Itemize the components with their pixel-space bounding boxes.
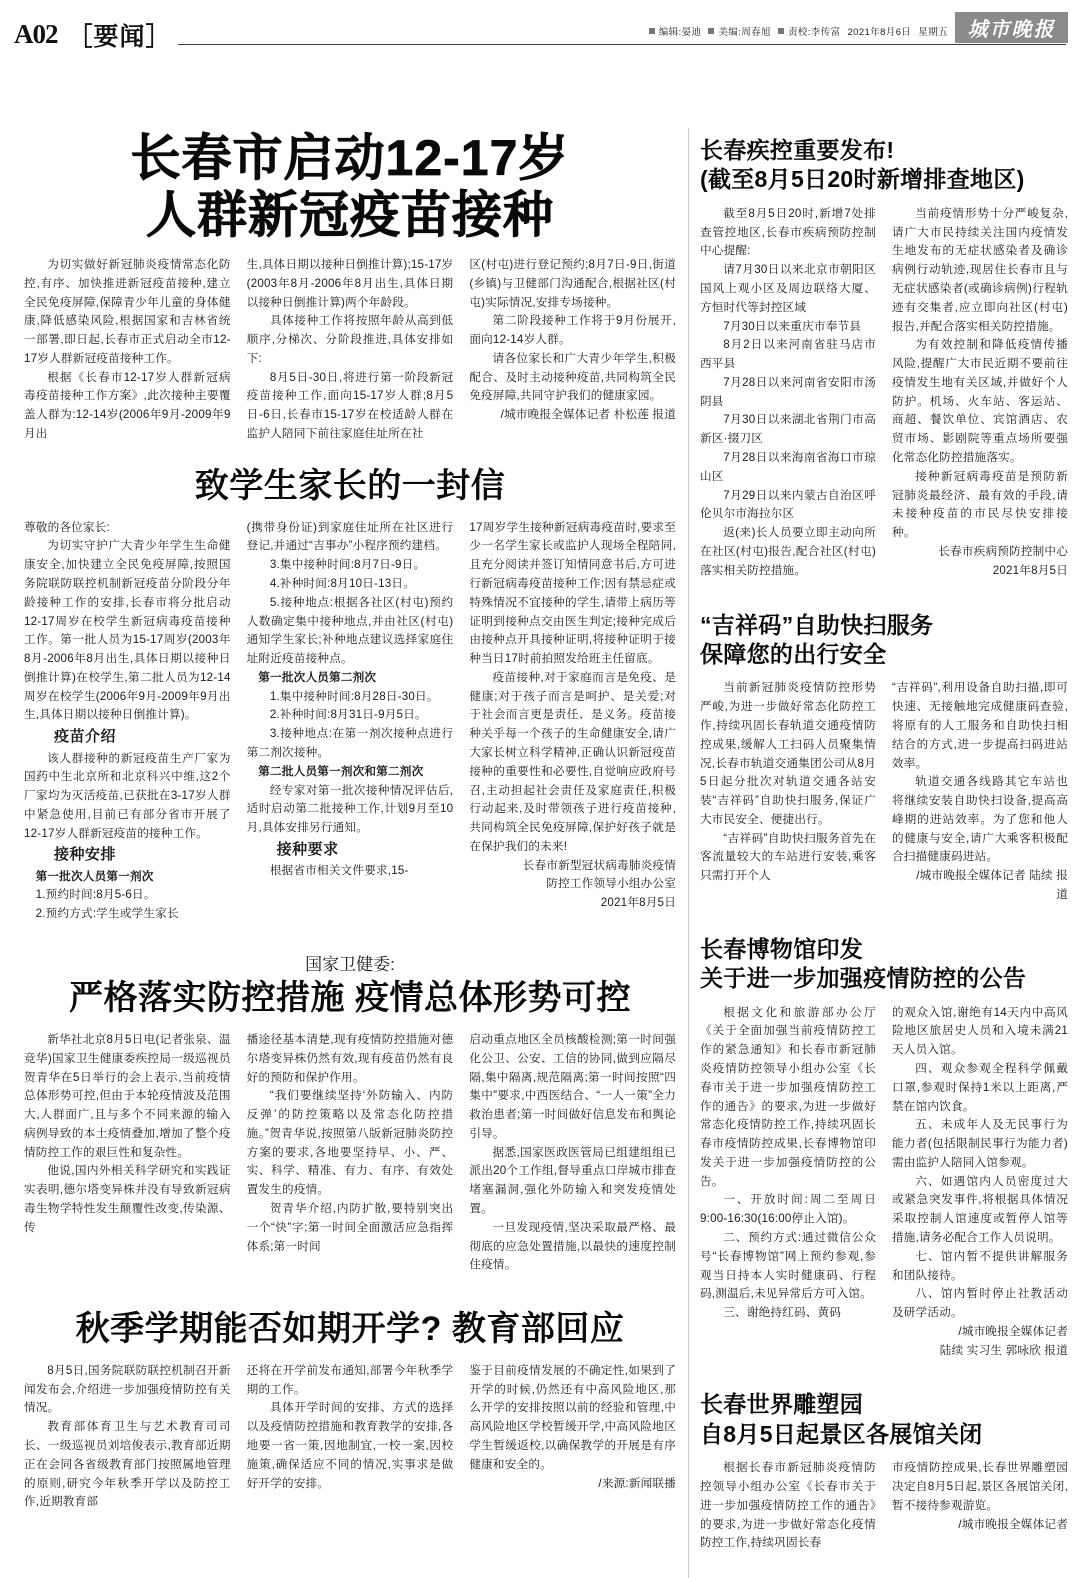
masthead-credits	[649, 24, 948, 38]
nhc-body	[24, 1031, 676, 1275]
cdc-headline-line1: 长春疾控重要发布!	[700, 137, 895, 163]
paragraph: 根据省市相关文件要求,15-	[269, 864, 409, 878]
sculpture-byline: /城市晚报全媒体记者	[958, 1517, 1068, 1531]
museum-rule-item: 八、馆内暂时停止社教活动及研学活动。	[892, 1287, 1068, 1320]
vaccine-col-3	[469, 256, 676, 444]
letter-subhead-vaccine-intro: 疫苗介绍	[54, 728, 117, 746]
paragraph: 接种新冠病毒疫苗是预防新冠肺炎最经济、最有效的手段,请未接种疫苗的市民尽快安排接种。	[892, 469, 1068, 540]
left-zone	[24, 120, 676, 1526]
letter-item: 1.集中接种时间:8月28日-30日。	[269, 689, 439, 703]
nhc-headline: 严格落实防控措施 疫情总体形势可控	[69, 979, 631, 1018]
museum-byline-2: 陆续 实习生 郭咏欣 报道	[939, 1343, 1068, 1357]
bullet-square-icon	[778, 28, 784, 34]
letter-item: 2.补种时间:8月31日-9月5日。	[269, 708, 427, 722]
vaccine-body	[24, 256, 676, 444]
letter-item: 3.集中接种时间:8月7日-9日。	[269, 558, 426, 572]
paragraph: 8月5日,国务院联防联控机制召开新闻发布会,介绍进一步加强疫情防控有关情况。	[24, 1363, 231, 1415]
letter-item: 2.预约方式:学生或学生家长	[35, 907, 179, 921]
section-tag: ［要闻］	[67, 23, 172, 51]
credit-editor-label: 编辑:晏迪	[658, 27, 702, 38]
museum-headline-line1: 长春博物馆印发	[700, 935, 864, 962]
paragraph: 新华社北京8月5日电(记者张泉、温竞华)国家卫生健康委疾控局一级巡视员贺青华在5日举行的会上表示,当前疫情总体形势可控,但由于本轮疫情波及范围大,人群面广,且与多个不同来源的输入病例导致的本土疫情叠加,增加了整个疫情防控工作的艰巨性和复杂性。	[24, 1032, 231, 1159]
cdc-col-1	[700, 205, 876, 581]
jixiangma-headline-line1: “吉祥码”自助快扫服务	[700, 611, 934, 638]
sculpture-col-1	[700, 1459, 876, 1553]
vaccine-col-2	[247, 256, 454, 444]
paragraph: 截至8月5日20时,新增7处排查管控地区,长春市疾病预防控制中心提醒:	[700, 206, 876, 258]
museum-rule-item: 二、预约方式:通过微信公众号“长春博物馆”网上预约参观,参观当日持本人实时健康码、行程码,测温后,未见异常后方可入馆。	[700, 1231, 876, 1301]
letter-col-1	[24, 519, 231, 924]
museum-headline-wrap	[700, 919, 1068, 1004]
museum-col-2	[892, 1004, 1068, 1361]
masthead-weekday: 星期五	[918, 27, 948, 38]
museum-rule-item: 六、如遇馆内人员密度过大或紧急突发事件,将根据具体情况采取控制人馆速度或暂停人馆等措施,请务必配合工作人员说明。	[892, 1174, 1068, 1244]
museum-headline-line2: 关于进一步加强疫情防控的公告	[700, 965, 1027, 992]
paragraph: 根据《长春市12-17岁人群新冠病毒疫苗接种工作方案》,此次接种主要覆盖人群为:12-14岁(2006年9月-2009年9月出	[24, 370, 231, 441]
paragraph: 一旦发现疫情,坚决采取最严格、最彻底的应急处置措施,以最快的速度控制住疫情。	[469, 1220, 677, 1272]
credit-proofreader-label: 责校:李传富	[787, 27, 841, 38]
masthead-date: 2021年8月6日	[847, 27, 912, 38]
cdc-headline-line2: (截至8月5日20时新增排查地区)	[700, 166, 1025, 193]
paragraph: 8月5日-30日,将进行第一阶段新冠疫苗接种工作,面向15-17岁人群;8月5日-6日,长春市15-17岁在校适龄人群在监护人陪同下前往家庭住址所在社	[246, 370, 454, 441]
cdc-body	[700, 205, 1068, 581]
school-col-3	[469, 1362, 676, 1512]
cdc-region-item: 请7月30日以来北京市朝阳区国风上观小区及周边联络大厦、方恒时代等封控区域	[700, 263, 876, 314]
paragraph: “我们要继续坚持‘外防输入、内防反弹’的防控策略以及常态化防控措施。”贺青华说,按照第八版新冠肺炎防控方案的要求,各地要坚持早、小、严、实、科学、精准、有力、有序、有效处置发生的疫情。	[246, 1089, 454, 1197]
paragraph: 的观众入馆,谢绝有14天内中高风险地区旅居史人员和入境未满21天人员入馆。	[892, 1005, 1068, 1057]
paragraph: 经专家对第一批次接种情况评估后,适时启动第二批接种工作,计划9月至10月,具体安排另行通知。	[246, 783, 454, 835]
paragraph: 请各位家长和广大青少年学生,积极配合、及时主动接种疫苗,共同构筑全民免疫屏障,共同守护我们的健康家园。	[469, 351, 677, 403]
article-cdc-notice	[700, 120, 1068, 581]
vaccine-col-1	[24, 256, 231, 444]
letter-item: 5.接种地点:根据各社区(村屯)预约人数确定集中接种地点,并由社区(村屯)通知学生家长;补种地点建议选择家庭住址附近疫苗接种点。	[246, 595, 454, 666]
article-museum	[700, 919, 1068, 1361]
paragraph: 当前疫情形势十分严峻复杂,请广大市民持续关注国内疫情发生地发布的无症状感染者及确诊病例行动轨迹,现居住长春市且与无症状感染者(或确诊病例)行程轨迹有交集者,应立即向社区(村屯)报告,并配合落实相关防控措施。	[892, 206, 1068, 333]
cdc-region-item: 7月29日以来内蒙古自治区呼伦贝尔市海拉尔区	[700, 488, 876, 521]
paragraph: 为切实守护广大青少年学生生命健康安全,加快建立全民免疫屏障,按照国务院联防联控机制新冠疫苗分阶段分年龄接种工作的安排,长春市将分批启动12-17周岁在校学生新冠病毒疫苗接种工作。第一批人员为15-17周岁(2003年8月-2006年8月出生,具体日期以接种日倒推计算)在校学生,第二批人员为12-14周岁在校学生(2006年9月-2009年9月出生,具体日期以接种日倒推计算)。	[24, 539, 231, 722]
cdc-region-item: 8月2日以来河南省驻马店市西平县	[700, 338, 876, 371]
letter-signature-org1: 长春市新型冠状病毒肺炎疫情	[522, 858, 677, 872]
credit-designer-label: 美编:周春旭	[718, 27, 771, 38]
cdc-region-item: 7月30日以来湖北省荆门市高新区·掇刀区	[700, 413, 876, 446]
nhc-kicker: 国家卫健委:	[305, 955, 395, 975]
paragraph: 贺青华介绍,内防扩散,要特别突出一个“快”字;第一时间全面激活应急指挥体系;第一时间	[246, 1201, 454, 1253]
paragraph: 启动重点地区全员核酸检测;第一时间强化公卫、公安、工信的协同,做到应隔尽隔,集中隔离,规范隔离;第一时间按照“四集中”要求,中西医结合、“一人一策”全力救治患者;第一时间做好信息发布和舆论引导。	[469, 1032, 677, 1140]
letter-item-heading: 第一批次人员第一剂次	[35, 869, 154, 883]
cdc-col-2	[892, 205, 1068, 581]
article-school-term	[24, 1295, 676, 1512]
letter-item: 3.接种地点:在第一剂次接种点进行第二剂次接种。	[246, 727, 454, 759]
jixiangma-col-1	[700, 679, 876, 904]
paragraph: 根据长春市新冠肺炎疫情防控领导小组办公室《长春市关于进一步加强疫情防控工作的通告》的要求,为进一步做好常态化疫情防控工作,持续巩固长春	[700, 1461, 876, 1550]
paragraph: 教育部体育卫生与艺术教育司司长、一级巡视员刘培俊表示,教育部近期正在会同各省级教育部门按照属地管理的原则,研究今年秋季开学以及防控工作,近期教育部	[24, 1420, 231, 1509]
vaccine-byline: /城市晚报全媒体记者 朴松莲 报道	[500, 408, 677, 422]
paragraph: 生,具体日期以接种日倒推计算);15-17岁(2003年8月-2006年8月出生,具体日期以接种日倒推计算)两个年龄段。	[246, 258, 454, 309]
museum-col-1	[700, 1004, 876, 1361]
letter-signature-org2: 防控工作领导小组办公室	[546, 877, 677, 891]
paragraph: 17周岁学生接种新冠病毒疫苗时,要求至少一名学生家长或监护人现场全程陪同,且充分阅读并签订知情同意书后,方可进行新冠病毒疫苗接种工作;因有禁忌症或特殊情况不宜接种的学生,请带上病历等证明到接种点交由医生判定;接种完成后由接种点开具接种证明,将接种证明于接种当日17时前拍照发给班主任留底。	[469, 520, 677, 666]
cdc-region-item: 7月28日以来海南省海口市琼山区	[700, 451, 876, 483]
paragraph: 当前新冠肺炎疫情防控形势严峻,为进一步做好常态化防控工作,持续巩固长春轨道交通疫情防控成果,缓解人工扫码人员聚集情况,长春市轨道交通集团公司从8月5日起分批次对轨道交通各站安装“吉祥码”自助快扫服务,保证广大市民安全、便捷出行。	[700, 681, 876, 826]
bullet-square-icon	[708, 28, 714, 34]
credit-designer	[708, 24, 771, 38]
paragraph: (携带身份证)到家庭住址所在社区进行登记,并通过“吉事办”小程序预约建档。	[246, 520, 454, 553]
museum-rule-item: 四、观众参观全程科学佩戴口罩,参观时保持1米以上距离,严禁在馆内饮食。	[892, 1061, 1068, 1113]
sculpture-headline-line1: 长春世界雕塑园	[700, 1391, 864, 1418]
cdc-headline-wrap	[700, 120, 1068, 205]
paragraph: 市疫情防控成果,长春世界雕塑园决定自8月5日起,景区各展馆关闭,暂不接待参观游览。	[892, 1461, 1068, 1512]
vaccine-headline-line1: 长春市启动12-17岁	[130, 130, 570, 186]
paragraph: 具体开学时间的安排、方式的选择以及疫情防控措施和教育教学的安排,各地要一省一策,因地制宜,一校一案,因校施策,确保适应不同的情况,实事求是做好开学的安排。	[246, 1401, 454, 1490]
jixiangma-body	[700, 679, 1068, 904]
right-zone	[700, 120, 1068, 1567]
cdc-region-item: 7月30日以来重庆市奉节县	[723, 319, 862, 333]
letter-item-heading: 第一批次人员第二剂次	[258, 670, 377, 684]
letter-col-2	[247, 519, 454, 924]
museum-rule-item: 三、谢绝持红码、黄码	[723, 1306, 842, 1320]
sculpture-headline-wrap	[700, 1374, 1068, 1459]
museum-rule-item: 一、开放时间:周二至周日9:00-16:30(16:00停止入馆)。	[700, 1193, 876, 1226]
museum-rule-item: 七、馆内暂不提供讲解服务和团队接待。	[892, 1249, 1068, 1282]
letter-item: 1.预约时间:8月5-6日。	[35, 888, 156, 902]
paragraph: 具体接种工作将按照年龄从高到低顺序,分梯次、分阶段推进,具体安排如下:	[246, 314, 454, 365]
paragraph: 据悉,国家医政医管局已组建组组已派出20个工作组,督导重点口岸城市排查堵塞漏洞,强化外防输入和突发疫情处置。	[469, 1145, 677, 1215]
letter-salutation: 尊敬的各位家长:	[24, 520, 110, 534]
sculpture-headline-line2: 自8月5日起景区各展馆关闭	[700, 1420, 983, 1447]
school-body	[24, 1362, 676, 1512]
letter-col-3	[469, 519, 676, 924]
article-jixiangma	[700, 595, 1068, 905]
paragraph: 区(村屯)进行登记预约;8月7日-9日,街道(乡镇)与卫健部门沟通配合,根据社区(村屯)实际情况,安排专场接种。	[469, 258, 677, 309]
cdc-signature-org: 长春市疾病预防控制中心	[938, 544, 1068, 558]
paragraph: 为有效控制和降低疫情传播风险,提醒广大市民近期不要前往疫情发生地有关区域,并做好个人防护。机场、火车站、客运站、商超、餐饮单位、宾馆酒店、农贸市场、影剧院等重点场所要强化常态化防控措施落实。	[892, 338, 1068, 465]
school-source: /来源:新闻联播	[598, 1476, 677, 1490]
newspaper-nameplate: 城市晚报	[955, 12, 1068, 43]
paragraph: “吉祥码”自助快扫服务首先在客流量较大的车站进行安装,乘客只需打开个人	[700, 831, 876, 883]
paragraph: 鉴于目前疫情发展的不确定性,如果到了开学的时候,仍然还有中高风险地区,那么开学的安排按照以前的经验和管理,中高风险地区学校暂缓开学,中高风险地区学生暂缓返校,以确保教学的开展是有序健康和安全的。	[469, 1363, 677, 1471]
bullet-square-icon	[649, 28, 655, 34]
letter-subhead-requirements: 接种要求	[276, 840, 339, 858]
paragraph: 疫苗接种,对于家庭而言是免疫、是健康;对于孩子而言是呵护、是关爱;对于社会而言更是责任、是义务。疫苗接种关乎每一个孩子的生命健康安全,请广大家长树立科学精神,正确认识新冠疫苗接种的重要性和必要性,自觉响应政府号召,主动担起社会责任及家庭责任,积极行动起来,及时带领孩子进行疫苗接种,共同构筑全民免疫屏障,保护好孩子就是在保护我们的未来!	[469, 670, 677, 853]
paragraph: 播途径基本清楚,现有疫情防控措施对德尔塔变异株仍然有效,现有疫苗仍然有良好的预防和保护作用。	[246, 1032, 454, 1084]
paragraph: 返(来)长人员要立即主动向所在社区(村屯)报告,配合社区(村屯)落实相关防控措施。	[700, 526, 876, 577]
paragraph: 为切实做好新冠肺炎疫情常态化防控,有序、加快推进新冠疫苗接种,建立全民免疫屏障,保障青少年儿童的身体健康,降低感染风险,根据国家和吉林省统一部署,即日起,长春市正式启动全市12-17岁人群新冠疫苗接种工作。	[24, 258, 231, 365]
school-headline: 秋季学期能否如期开学? 教育部回应	[75, 1310, 625, 1349]
vaccine-headline-line2: 人群新冠疫苗接种	[146, 187, 554, 243]
museum-byline-1: /城市晚报全媒体记者	[958, 1324, 1068, 1338]
credit-proofreader	[778, 24, 841, 38]
letter-headline-wrap	[24, 458, 676, 519]
paragraph: 第二阶段接种工作将于9月份展开,面向12-14岁人群。	[469, 314, 677, 347]
letter-item: 4.补种时间:8月10日-13日。	[269, 576, 416, 590]
article-sculpture-park	[700, 1374, 1068, 1553]
article-letter-to-parents	[24, 458, 676, 924]
sculpture-col-2	[892, 1459, 1068, 1553]
paragraph: 他说,国内外相关科学研究和实践证实表明,德尔塔变异株并没有导致新冠病毒生物学特性发生颠覆性改变,传染源、传	[24, 1164, 231, 1234]
museum-rule-item: 五、未成年人及无民事行为能力者(包括限制民事行为能力者)需由监护人陪同入馆参观。	[892, 1118, 1068, 1169]
school-headline-wrap	[24, 1295, 676, 1362]
page-folio: A02	[14, 19, 58, 49]
paragraph: “吉祥码”,利用设备自助扫描,即可快速、无接触地完成健康码查验,将原有的人工服务和自助快扫相结合的方式,进一步提高扫码进站效率。	[892, 681, 1068, 770]
sculpture-body	[700, 1459, 1068, 1553]
credit-editor	[649, 24, 702, 38]
letter-item-heading: 第二批人员第一剂次和第二剂次	[258, 764, 424, 778]
letter-body	[24, 519, 676, 924]
jixiangma-headline-wrap	[700, 595, 1068, 680]
cdc-signature-date: 2021年8月5日	[992, 563, 1068, 577]
paragraph: 该人群接种的新冠疫苗生产厂家为国药中生北京所和北京科兴中维,这2个厂家均为灭活疫苗,已获批在3-17岁人群中紧急使用,目前已有部分省市开展了12-17岁人群新冠疫苗的接种工作。	[24, 751, 231, 840]
paragraph: 根据文化和旅游部办公厅《关于全面加强当前疫情防控工作的紧急通知》和长春市新冠肺炎疫情防控领导小组办公室《长春市关于进一步加强疫情防控工作的通告》的要求,为进一步做好常态化疫情防控工作,持续巩固长春市疫情防控成果,长春博物馆印发关于进一步加强疫情防控的公告。	[700, 1005, 876, 1188]
jixiangma-headline-line2: 保障您的出行安全	[700, 640, 887, 667]
jixiangma-col-2	[892, 679, 1068, 904]
museum-body	[700, 1004, 1068, 1361]
jixiangma-byline: /城市晚报全媒体记者 陆续 报道	[916, 869, 1068, 901]
nhc-col-2	[247, 1031, 454, 1275]
school-col-1	[24, 1362, 231, 1512]
vaccine-headline	[24, 120, 676, 256]
nhc-kicker-wrap	[24, 944, 676, 978]
letter-headline: 致学生家长的一封信	[194, 466, 506, 505]
nhc-col-3	[469, 1031, 676, 1275]
cdc-region-item: 7月28日以来河南省安阳市汤阴县	[700, 375, 876, 408]
masthead	[0, 0, 1080, 58]
nhc-headline-wrap	[24, 978, 676, 1031]
nhc-col-1	[24, 1031, 231, 1275]
letter-signature-date: 2021年8月5日	[600, 896, 677, 910]
paragraph: 还将在开学前发布通知,部署今年秋季学期的工作。	[246, 1363, 454, 1396]
article-nhc	[24, 944, 676, 1275]
school-col-2	[247, 1362, 454, 1512]
paragraph: 轨道交通各线路其它车站也将继续安装自助快扫设备,提高高峰期的进站效率。为了您和他人的健康与安全,请广大乘客积极配合扫描健康码进站。	[892, 775, 1068, 864]
article-vaccine-rollout	[24, 120, 676, 444]
column-divider	[688, 128, 689, 1578]
letter-subhead-schedule: 接种安排	[54, 846, 117, 864]
